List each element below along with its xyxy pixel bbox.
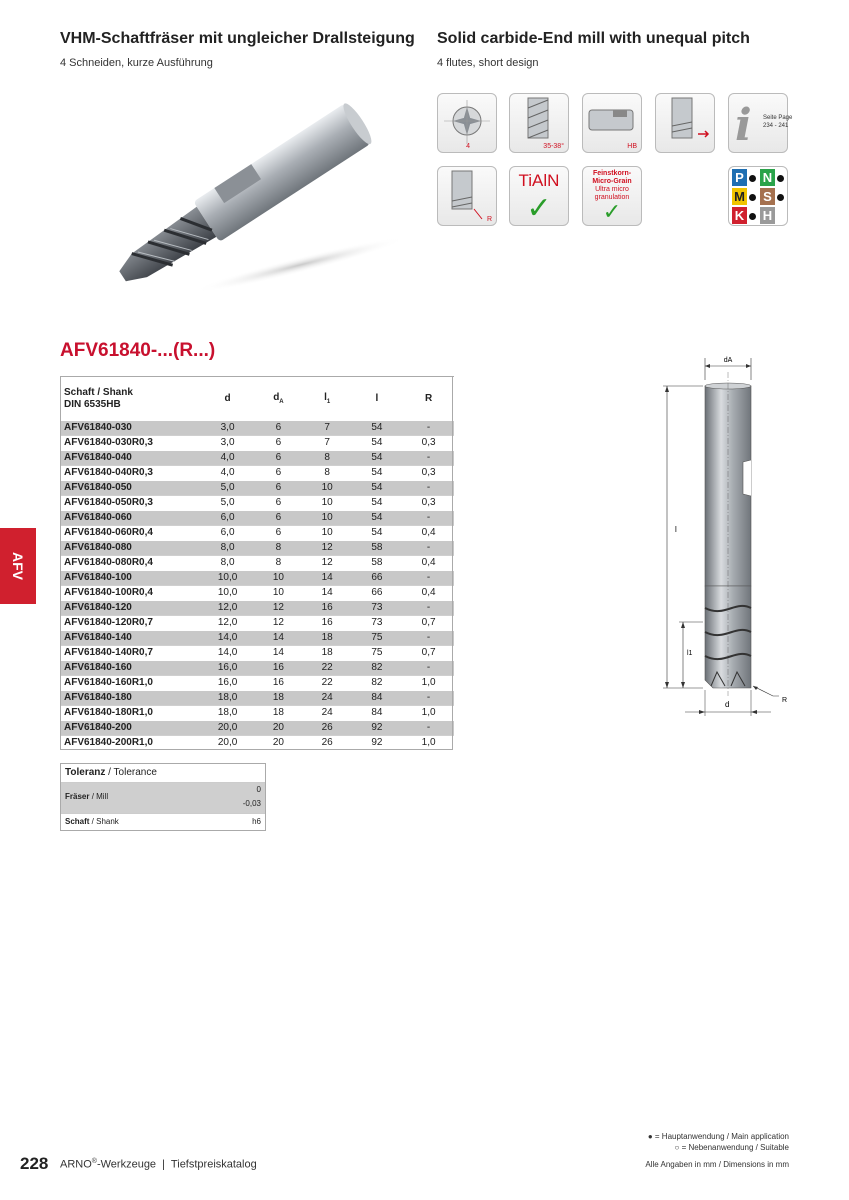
cell-r: 0,4 [403,556,454,571]
material-m-dot [749,194,756,201]
footer-catalog-text: -Werkzeuge | Tiefstpreiskatalog [96,1158,257,1171]
cell-l: 73 [351,601,404,616]
cell-code: AFV61840-030 [60,421,202,436]
header-da [253,377,304,421]
cell-d: 3,0 [202,436,253,451]
cell-d: 12,0 [202,616,253,631]
table-row [60,721,454,736]
cell-d: 5,0 [202,496,253,511]
tolerance-title-bold: Toleranz [65,767,106,778]
shank-hb-label: HB [627,143,637,150]
cell-r: 0,4 [403,586,454,601]
cell-d: 5,0 [202,481,253,496]
material-s: S [760,188,775,205]
cell-l: 58 [351,541,404,556]
cell-d: 10,0 [202,571,253,586]
end-mill-image [60,90,420,320]
cell-da: 14 [253,631,304,646]
table-row [60,421,454,436]
flutes-icon [437,93,497,153]
cell-d: 14,0 [202,646,253,661]
cell-d: 20,0 [202,721,253,736]
cell-da: 20 [253,736,304,751]
cell-d: 4,0 [202,466,253,481]
cell-da: 6 [253,481,304,496]
material-p-dot [749,175,756,182]
cell-code: AFV61840-200R1,0 [60,736,202,751]
cutting-direction-icon [655,93,715,153]
technical-drawing [655,350,805,720]
cell-da: 14 [253,646,304,661]
legend-main-text: = Hauptanwendung / Main application [654,1132,789,1141]
cell-d: 18,0 [202,691,253,706]
cell-l: 66 [351,586,404,601]
tolerance-shank-rest: / Shank [89,817,119,826]
tolerance-title [61,764,265,782]
cell-l: 54 [351,466,404,481]
material-n: N [760,169,775,186]
table-row [60,691,454,706]
cell-r: - [403,691,454,706]
tolerance-shank-label [65,814,119,830]
cell-da: 8 [253,541,304,556]
cell-code: AFV61840-080 [60,541,202,556]
cell-da: 8 [253,556,304,571]
subtitle-german: 4 Schneiden, kurze Ausführung [60,57,213,69]
cell-d: 20,0 [202,736,253,751]
tolerance-mill-row [61,782,265,813]
table-row [60,586,454,601]
header-da-sub: A [279,399,284,405]
cell-code: AFV61840-160 [60,661,202,676]
cell-r: 0,7 [403,616,454,631]
cell-code: AFV61840-050R0,3 [60,496,202,511]
footer-brand: ARNO [60,1158,92,1171]
cell-l1: 26 [304,736,351,751]
cell-da: 18 [253,706,304,721]
cell-da: 16 [253,661,304,676]
cell-l: 75 [351,646,404,661]
cell-l: 84 [351,706,404,721]
cell-r: 0,3 [403,436,454,451]
cell-r: - [403,661,454,676]
header-l1 [304,377,351,421]
cell-l: 54 [351,511,404,526]
material-k-dot [749,213,756,220]
cell-d: 4,0 [202,451,253,466]
cell-da: 16 [253,676,304,691]
section-tab-label: AFV [10,552,26,580]
cell-l1: 10 [304,511,351,526]
shank-hb-icon [582,93,642,153]
cell-l1: 12 [304,541,351,556]
cell-r: - [403,451,454,466]
footer-dimensions: Alle Angaben in mm / Dimensions in mm [645,1160,789,1169]
material-s-dot [777,194,784,201]
cell-d: 18,0 [202,706,253,721]
cell-da: 10 [253,571,304,586]
table-row [60,496,454,511]
table-row [60,661,454,676]
cell-r: - [403,511,454,526]
cell-l: 58 [351,556,404,571]
cell-l1: 8 [304,466,351,481]
cell-da: 18 [253,691,304,706]
cell-r: 1,0 [403,736,454,751]
legend-suitable-text: = Nebenanwendung / Suitable [681,1143,789,1152]
cell-l: 92 [351,721,404,736]
product-code: AFV61840-...(R...) [60,340,216,361]
micro-grain-title: Feinstkorn- Micro-Grain [592,170,632,185]
table-row [60,736,454,751]
cell-l1: 18 [304,631,351,646]
footer-catalog [60,1158,257,1171]
cell-l1: 14 [304,586,351,601]
subtitle-english: 4 flutes, short design [437,57,539,69]
title-german: VHM-Schaftfräser mit ungleicher Drallsteigung [60,30,415,47]
table-row [60,481,454,496]
header-shank-line2: DIN 6535HB [64,398,121,410]
cell-l: 84 [351,691,404,706]
cell-l: 54 [351,481,404,496]
material-p: P [732,169,747,186]
material-groups-icon [728,166,788,226]
info-page-icon [728,93,793,153]
tolerance-mill-lower: -0,03 [242,799,261,808]
label-d: d [725,700,730,709]
cell-code: AFV61840-060R0,4 [60,526,202,541]
legend-suitable-dot: ○ [674,1143,680,1152]
cell-da: 6 [253,496,304,511]
cell-l: 54 [351,451,404,466]
cell-l: 73 [351,616,404,631]
check-icon: ✓ [602,199,622,224]
cell-l1: 16 [304,616,351,631]
cell-code: AFV61840-100R0,4 [60,586,202,601]
material-k: K [732,207,747,224]
micro-grain-subtitle: Ultra micro granulation [594,186,630,201]
footer-brand-reg: ® [91,1158,97,1165]
table-row [60,526,454,541]
info-page-ref-text: Seite Page 234 - 241 [763,115,793,129]
cell-l: 92 [351,736,404,751]
tolerance-mill-bold: Fräser [65,792,90,801]
info-page-ref [763,114,792,130]
info-i: i [735,100,752,151]
cell-code: AFV61840-040 [60,451,202,466]
label-r: R [782,697,788,704]
table-row [60,451,454,466]
page-number: 228 [20,1154,49,1173]
header-da-text: d [273,392,280,403]
cell-r: 0,3 [403,496,454,511]
header-l1-sub: 1 [326,399,331,405]
table-row [60,466,454,481]
cell-da: 6 [253,421,304,436]
cell-code: AFV61840-160R1,0 [60,676,202,691]
header-l: l [351,377,404,421]
cell-l: 54 [351,421,404,436]
corner-radius-label: R [486,216,492,223]
product-table [60,376,454,750]
tolerance-shank-row [61,813,265,830]
cell-d: 8,0 [202,556,253,571]
cell-l1: 22 [304,661,351,676]
tolerance-table [60,763,266,831]
table-row [60,541,454,556]
cell-d: 6,0 [202,511,253,526]
cell-l: 66 [351,571,404,586]
label-da: dA [723,357,733,364]
cell-code: AFV61840-140 [60,631,202,646]
cell-da: 6 [253,511,304,526]
header-d: d [202,377,253,421]
cell-r: 1,0 [403,706,454,721]
cell-r: - [403,631,454,646]
header-r: R [403,377,454,421]
application-legend [648,1131,789,1153]
cell-l: 54 [351,436,404,451]
label-l1: l1 [687,650,693,657]
cell-d: 8,0 [202,541,253,556]
tolerance-shank-value: h6 [252,817,261,826]
helix-angle-icon [509,93,569,153]
tolerance-title-rest: / Tolerance [105,767,157,778]
material-n-dot [777,175,784,182]
helix-angle-label: 35-38° [543,143,564,150]
cell-l1: 24 [304,691,351,706]
cell-da: 6 [253,466,304,481]
cell-da: 6 [253,451,304,466]
table-row [60,511,454,526]
cell-r: - [403,601,454,616]
cell-r: 1,0 [403,676,454,691]
cell-l1: 8 [304,451,351,466]
cell-code: AFV61840-080R0,4 [60,556,202,571]
cell-da: 12 [253,616,304,631]
check-icon: ✓ [526,192,552,225]
table-row [60,676,454,691]
cell-d: 3,0 [202,421,253,436]
cell-code: AFV61840-050 [60,481,202,496]
cell-d: 10,0 [202,586,253,601]
cell-l: 82 [351,661,404,676]
table-row [60,706,454,721]
flutes-label: 4 [466,143,470,150]
cell-r: - [403,481,454,496]
cell-l: 82 [351,676,404,691]
cell-l1: 7 [304,421,351,436]
label-l: l [675,525,677,534]
legend-suitable [648,1142,789,1153]
cell-d: 16,0 [202,676,253,691]
coating-label: TiAlN [518,171,560,190]
cell-da: 10 [253,586,304,601]
legend-main-dot: ● [647,1132,653,1141]
cell-code: AFV61840-040R0,3 [60,466,202,481]
cell-l1: 10 [304,526,351,541]
table-row [60,616,454,631]
cell-l: 75 [351,631,404,646]
cell-l1: 14 [304,571,351,586]
cell-r: - [403,541,454,556]
cell-code: AFV61840-200 [60,721,202,736]
title-english: Solid carbide-End mill with unequal pitch [437,30,750,47]
cell-l1: 10 [304,481,351,496]
coating-icon [509,166,569,226]
cell-code: AFV61840-180R1,0 [60,706,202,721]
cell-r: - [403,571,454,586]
tolerance-mill-label [65,792,108,801]
section-tab [0,528,36,604]
cell-code: AFV61840-120 [60,601,202,616]
table-row [60,571,454,586]
material-m: M [732,188,747,205]
table-row [60,646,454,661]
cell-l1: 22 [304,676,351,691]
cell-r: 0,3 [403,466,454,481]
micro-grain-icon [582,166,642,226]
cell-l1: 10 [304,496,351,511]
material-h: H [760,207,775,224]
tolerance-shank-bold: Schaft [65,817,90,826]
cell-d: 14,0 [202,631,253,646]
legend-main [648,1131,789,1142]
cell-l1: 24 [304,706,351,721]
cell-r: 0,7 [403,646,454,661]
header-l1-text: l [324,392,327,403]
corner-radius-icon [437,166,497,226]
cell-code: AFV61840-180 [60,691,202,706]
cell-code: AFV61840-140R0,7 [60,646,202,661]
cell-da: 20 [253,721,304,736]
cell-code: AFV61840-100 [60,571,202,586]
cell-l1: 16 [304,601,351,616]
cell-d: 16,0 [202,661,253,676]
cell-l: 54 [351,496,404,511]
cell-d: 12,0 [202,601,253,616]
cell-da: 12 [253,601,304,616]
cell-code: AFV61840-120R0,7 [60,616,202,631]
cell-code: AFV61840-060 [60,511,202,526]
cell-code: AFV61840-030R0,3 [60,436,202,451]
cell-d: 6,0 [202,526,253,541]
cell-r: - [403,421,454,436]
cell-l: 54 [351,526,404,541]
cell-r: - [403,721,454,736]
cell-l1: 12 [304,556,351,571]
cell-l1: 26 [304,721,351,736]
header-shank [60,377,202,421]
cell-r: 0,4 [403,526,454,541]
cell-da: 6 [253,436,304,451]
table-row [60,436,454,451]
cell-da: 6 [253,526,304,541]
cell-l1: 7 [304,436,351,451]
header-shank-line1: Schaft / Shank [64,386,133,398]
table-row [60,631,454,646]
table-row [60,601,454,616]
cell-l1: 18 [304,646,351,661]
tolerance-mill-upper: 0 [256,785,261,794]
tolerance-mill-rest: / Mill [89,792,109,801]
table-row [60,556,454,571]
